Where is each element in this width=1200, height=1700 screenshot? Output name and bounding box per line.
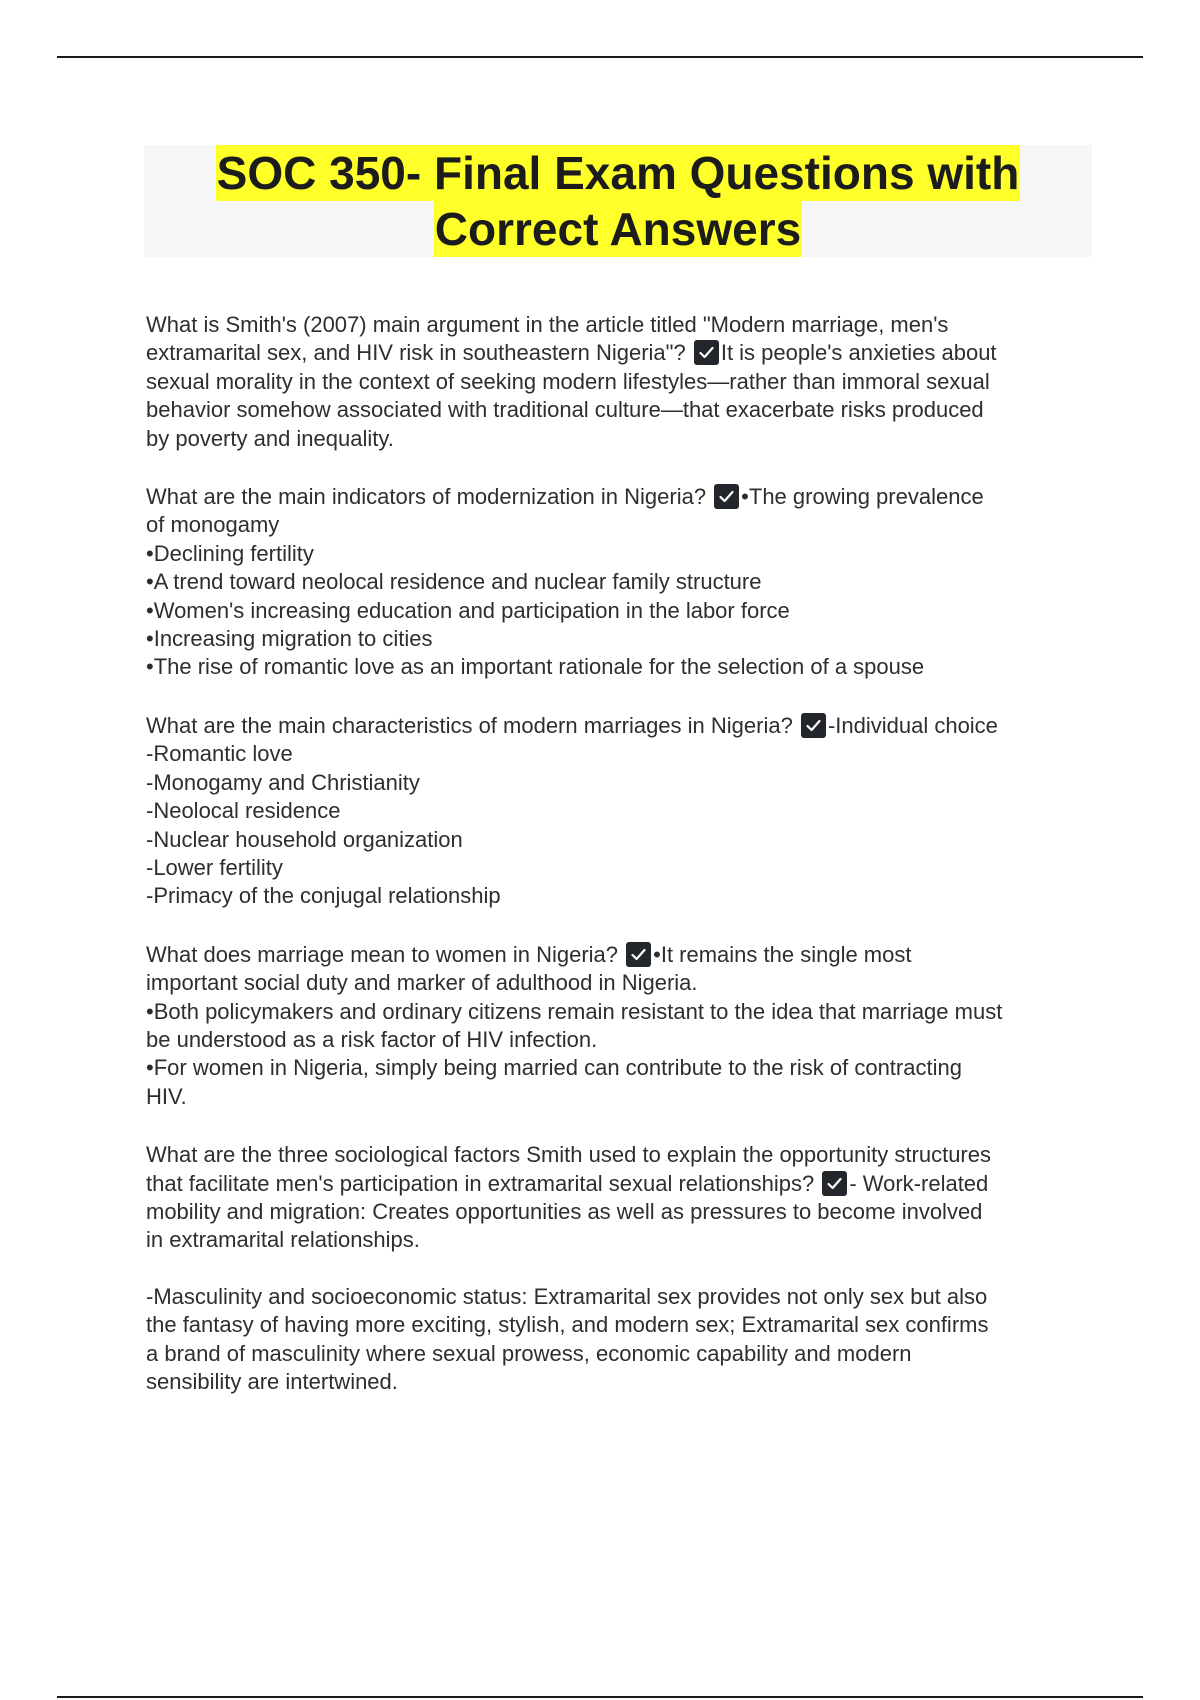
qa-line: sensibility are intertwined. bbox=[146, 1369, 398, 1394]
question-text: extramarital sex, and HIV risk in southeastern Nigeria"? bbox=[146, 340, 692, 366]
qa-block bbox=[146, 483, 1096, 682]
answer-text: -Individual choice bbox=[827, 712, 998, 738]
qa-content bbox=[146, 311, 1096, 1426]
qa-line: •Women's increasing education and participation in the labor force bbox=[146, 597, 790, 623]
check-box-icon bbox=[822, 1171, 847, 1196]
qa-line: be understood as a risk factor of HIV infection. bbox=[146, 1026, 598, 1052]
qa-line: the fantasy of having more exciting, stylish, and modern sex; Extramarital sex confirms bbox=[146, 1312, 989, 1338]
check-box-icon bbox=[801, 713, 826, 738]
qa-line: What is Smith's (2007) main argument in the article titled "Modern marriage, men's bbox=[146, 312, 949, 337]
qa-line: •Both policymakers and ordinary citizens remain resistant to the idea that marriage must bbox=[146, 998, 1003, 1024]
qa-line bbox=[146, 483, 1096, 511]
answer-text: •It remains the single most bbox=[653, 941, 912, 967]
top-rule bbox=[57, 56, 1143, 58]
qa-block bbox=[146, 1141, 1096, 1255]
qa-line: -Lower fertility bbox=[146, 854, 283, 880]
qa-block bbox=[146, 712, 1096, 911]
qa-line: -Primacy of the conjugal relationship bbox=[146, 883, 501, 909]
qa-line: HIV. bbox=[146, 1083, 187, 1109]
qa-line bbox=[146, 712, 1096, 740]
qa-line: •Declining fertility bbox=[146, 540, 314, 566]
page-title-line-1: SOC 350- Final Exam Questions with bbox=[216, 147, 1020, 199]
qa-line: -Nuclear household organization bbox=[146, 826, 463, 852]
qa-line: behavior somehow associated with traditional culture—that exacerbate risks produced bbox=[146, 397, 984, 423]
qa-block bbox=[146, 941, 1096, 1111]
qa-line: -Monogamy and Christianity bbox=[146, 769, 420, 795]
qa-line: •The rise of romantic love as an important rationale for the selection of a spouse bbox=[146, 654, 925, 680]
qa-line: -Romantic love bbox=[146, 741, 293, 767]
check-box-icon bbox=[694, 340, 719, 365]
qa-line: a brand of masculinity where sexual prowess, economic capability and modern bbox=[146, 1340, 912, 1366]
qa-line bbox=[146, 941, 1096, 969]
question-text: that facilitate men's participation in extramarital sexual relationships? bbox=[146, 1170, 821, 1196]
qa-line: sexual morality in the context of seeking modern lifestyles—rather than immoral sexual bbox=[146, 368, 990, 394]
answer-text: - Work-related bbox=[849, 1170, 989, 1196]
check-box-icon bbox=[714, 484, 739, 509]
answer-text: It is people's anxieties about bbox=[720, 340, 997, 366]
title-banner bbox=[144, 145, 1092, 257]
answer-text: •The growing prevalence bbox=[741, 484, 984, 510]
page-title-line-2: Correct Answers bbox=[434, 203, 802, 255]
qa-line: •For women in Nigeria, simply being married can contribute to the risk of contracting bbox=[146, 1055, 962, 1081]
qa-line: important social duty and marker of adulthood in Nigeria. bbox=[146, 970, 698, 996]
qa-line: What are the three sociological factors Smith used to explain the opportunity structures bbox=[146, 1142, 991, 1168]
question-text: What are the main characteristics of modern marriages in Nigeria? bbox=[146, 712, 799, 738]
qa-line bbox=[146, 1170, 1096, 1198]
qa-block bbox=[146, 311, 1096, 453]
qa-line: -Masculinity and socioeconomic status: Extramarital sex provides not only sex but also bbox=[146, 1283, 988, 1309]
qa-line: •Increasing migration to cities bbox=[146, 626, 433, 652]
question-text: What are the main indicators of modernization in Nigeria? bbox=[146, 484, 713, 510]
qa-line: •A trend toward neolocal residence and nuclear family structure bbox=[146, 569, 762, 595]
bottom-rule bbox=[57, 1696, 1143, 1698]
qa-line: in extramarital relationships. bbox=[146, 1227, 420, 1253]
qa-line: by poverty and inequality. bbox=[146, 425, 394, 451]
qa-line: mobility and migration: Creates opportunities as well as pressures to become involved bbox=[146, 1198, 983, 1224]
question-text: What does marriage mean to women in Nigeria? bbox=[146, 941, 625, 967]
qa-block bbox=[146, 1283, 1096, 1397]
qa-line: of monogamy bbox=[146, 512, 280, 538]
qa-line bbox=[146, 339, 1096, 367]
check-box-icon bbox=[626, 942, 651, 967]
qa-line: -Neolocal residence bbox=[146, 798, 341, 824]
